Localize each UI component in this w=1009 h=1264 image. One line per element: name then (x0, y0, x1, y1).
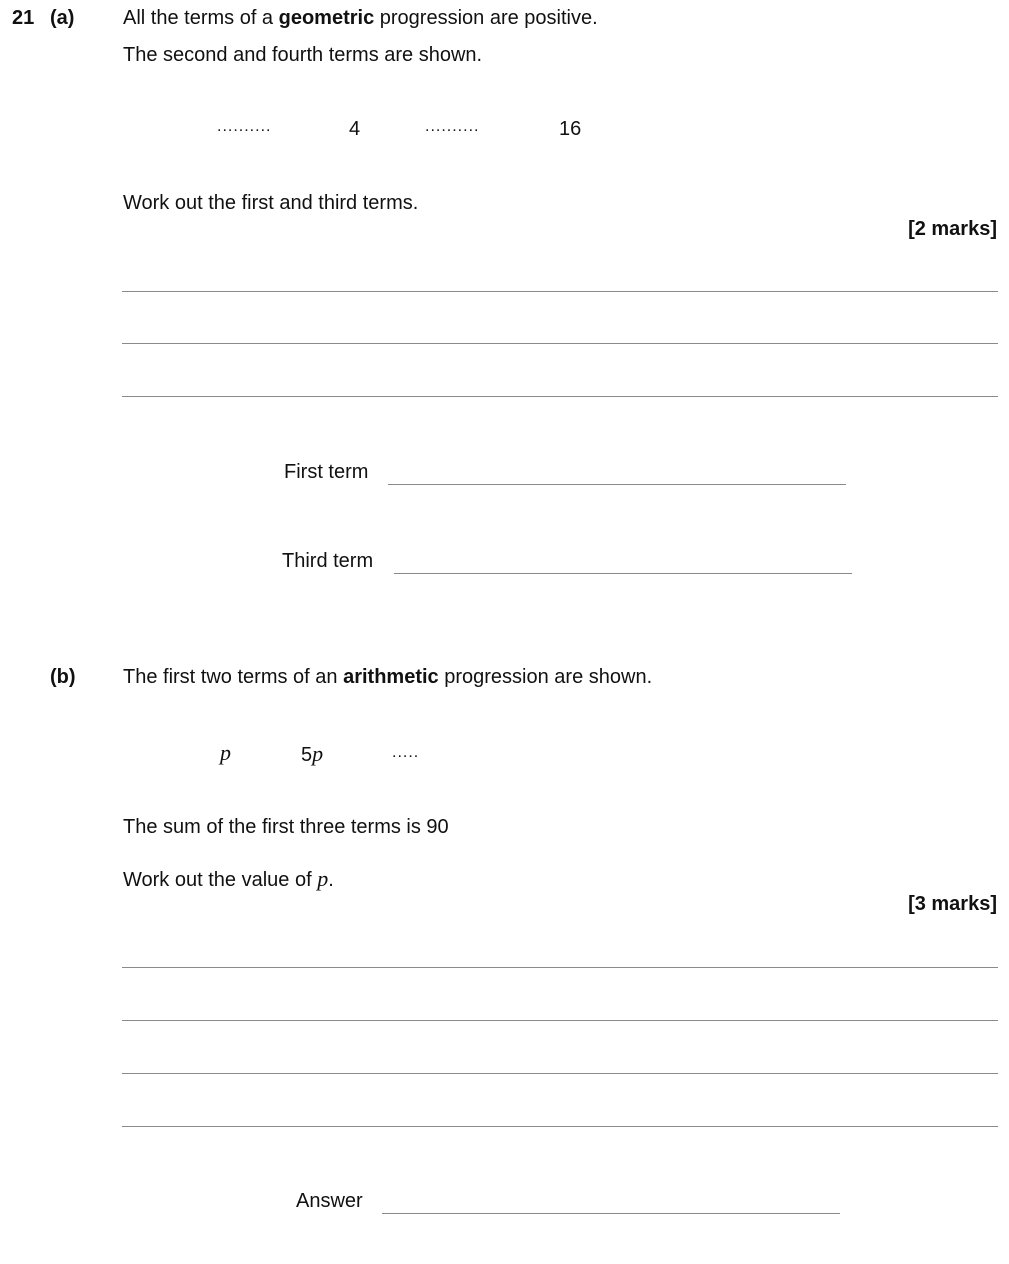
part-b-intro-bold: arithmetic (343, 666, 439, 688)
part-b-statement: The sum of the first three terms is 90 (123, 816, 449, 838)
part-b-instruction (123, 868, 334, 890)
working-line-a-3[interactable] (122, 396, 998, 397)
part-b-instruction-var: p (317, 866, 329, 891)
answer-line[interactable] (382, 1213, 840, 1214)
working-line-b-4[interactable] (122, 1126, 998, 1127)
third-term-answer-line[interactable] (394, 573, 852, 574)
working-line-b-1[interactable] (122, 967, 998, 968)
part-b-label: (b) (50, 666, 76, 688)
part-a-instruction: Work out the first and third terms. (123, 192, 419, 214)
answer-label: Answer (296, 1190, 363, 1212)
sequence-a-term-4: 16 (559, 118, 582, 140)
part-a-marks: [2 marks] (908, 218, 997, 240)
sequence-b-term-2-coef: 5 (301, 744, 313, 766)
part-a-line2: The second and fourth terms are shown. (123, 44, 483, 66)
part-a-intro-after: progression are positive. (374, 7, 598, 29)
working-line-b-2[interactable] (122, 1020, 998, 1021)
part-a-label: (a) (50, 7, 75, 29)
part-a-intro-before: All the terms of a (123, 7, 279, 29)
question-number: 21 (12, 7, 35, 29)
sequence-a-term-3: .......... (425, 118, 480, 135)
sequence-b-term-3: ..... (392, 744, 420, 761)
sequence-b-term-2-var: p (312, 741, 324, 766)
part-b-intro-after: progression are shown. (438, 666, 653, 688)
first-term-answer-line[interactable] (388, 484, 846, 485)
third-term-label: Third term (282, 550, 374, 572)
part-a-intro (123, 8, 598, 28)
part-b-marks: [3 marks] (908, 893, 997, 915)
part-b-intro (123, 667, 652, 687)
part-a-intro-bold: geometric (278, 7, 375, 29)
sequence-b-term-2 (301, 743, 323, 765)
working-line-a-1[interactable] (122, 291, 998, 292)
part-b-intro-before: The first two terms of an (123, 666, 344, 688)
working-line-b-3[interactable] (122, 1073, 998, 1074)
working-line-a-2[interactable] (122, 343, 998, 344)
sequence-b-term-1: p (220, 740, 231, 765)
first-term-label: First term (284, 461, 369, 483)
sequence-a-term-2: 4 (349, 118, 361, 140)
sequence-a-term-1: .......... (217, 118, 272, 135)
part-b-instruction-after: . (328, 869, 334, 891)
part-b-instruction-before: Work out the value of (123, 869, 318, 891)
